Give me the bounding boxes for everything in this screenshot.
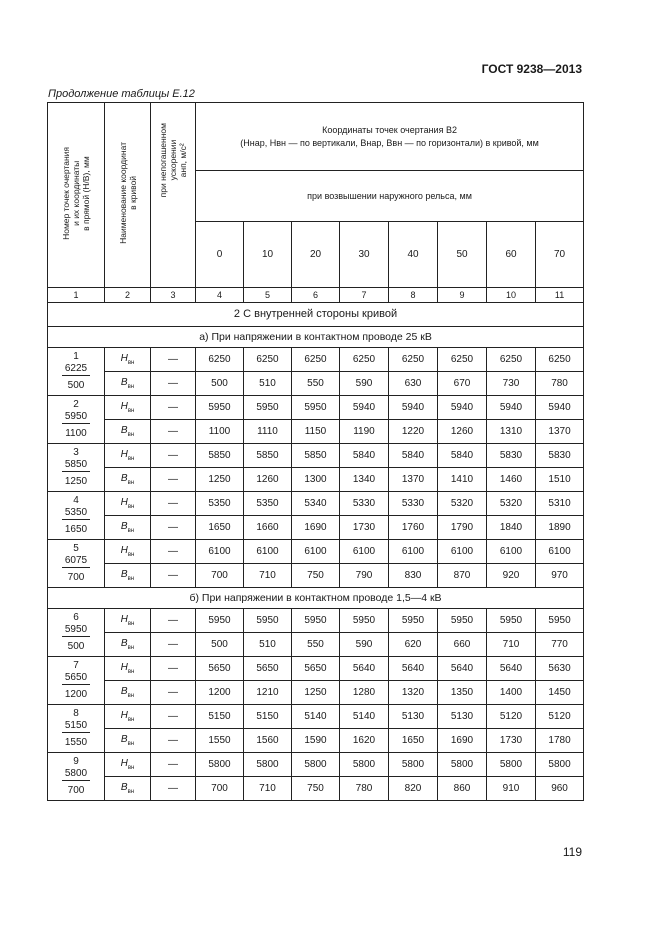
- value-cell: 710: [244, 776, 292, 800]
- value-cell: 5950: [292, 608, 340, 632]
- value-cell: 1280: [340, 680, 389, 704]
- acceleration-cell: —: [151, 443, 196, 467]
- table-continuation-caption: Продолжение таблицы Е.12: [48, 88, 195, 100]
- value-cell: 550: [292, 371, 340, 395]
- value-cell: 1200: [196, 680, 244, 704]
- coordinate-name: $B_{вн}$: [105, 563, 151, 587]
- value-cell: 700: [196, 776, 244, 800]
- value-cell: 1590: [292, 728, 340, 752]
- value-cell: 1340: [340, 467, 389, 491]
- coordinate-name: $B_{вн}$: [105, 680, 151, 704]
- value-cell: 910: [487, 776, 536, 800]
- group-title: б) При напряжении в контактном проводе 1,5—4 кВ: [48, 587, 584, 608]
- coordinate-name: $H_{вн}$: [105, 539, 151, 563]
- value-cell: 770: [536, 632, 584, 656]
- value-cell: 5640: [487, 656, 536, 680]
- value-cell: 5140: [340, 704, 389, 728]
- coordinate-name: $B_{вн}$: [105, 776, 151, 800]
- value-cell: 5950: [196, 395, 244, 419]
- coordinate-name: $B_{вн}$: [105, 515, 151, 539]
- value-cell: 6250: [244, 347, 292, 371]
- value-cell: 5950: [292, 395, 340, 419]
- coordinate-name: $B_{вн}$: [105, 728, 151, 752]
- value-cell: 5350: [244, 491, 292, 515]
- value-cell: 5130: [389, 704, 438, 728]
- value-cell: 510: [244, 632, 292, 656]
- value-cell: 1690: [438, 728, 487, 752]
- coordinate-name: $H_{вн}$: [105, 704, 151, 728]
- value-cell: 5830: [536, 443, 584, 467]
- value-cell: 6250: [487, 347, 536, 371]
- value-cell: 1190: [340, 419, 389, 443]
- value-cell: 5940: [487, 395, 536, 419]
- table-row: [48, 419, 584, 443]
- value-cell: 5310: [536, 491, 584, 515]
- table-row: [48, 608, 584, 632]
- table-row: [48, 632, 584, 656]
- value-cell: 1300: [292, 467, 340, 491]
- value-cell: 5340: [292, 491, 340, 515]
- value-cell: 700: [196, 563, 244, 587]
- coordinate-name: $B_{вн}$: [105, 371, 151, 395]
- point-number-cell: 4 $\frac{5350}{1650}$: [48, 491, 105, 539]
- column-number: 1: [48, 287, 105, 302]
- value-cell: 5120: [487, 704, 536, 728]
- coordinate-name: $H_{вн}$: [105, 656, 151, 680]
- value-cell: 5140: [292, 704, 340, 728]
- value-cell: 5950: [438, 608, 487, 632]
- acceleration-cell: —: [151, 515, 196, 539]
- value-cell: 1450: [536, 680, 584, 704]
- value-cell: 5800: [292, 752, 340, 776]
- value-cell: 730: [487, 371, 536, 395]
- value-cell: 1650: [389, 728, 438, 752]
- value-cell: 5950: [196, 608, 244, 632]
- table-row: [48, 467, 584, 491]
- coordinate-name: $B_{вн}$: [105, 419, 151, 443]
- value-cell: 750: [292, 776, 340, 800]
- value-cell: 550: [292, 632, 340, 656]
- table-row: [48, 515, 584, 539]
- value-cell: 6250: [196, 347, 244, 371]
- table-row: [48, 680, 584, 704]
- acceleration-cell: —: [151, 752, 196, 776]
- value-cell: 6100: [438, 539, 487, 563]
- value-cell: 1100: [196, 419, 244, 443]
- value-cell: 5800: [536, 752, 584, 776]
- value-cell: 710: [244, 563, 292, 587]
- value-cell: 660: [438, 632, 487, 656]
- value-cell: 670: [438, 371, 487, 395]
- coordinate-name: $H_{вн}$: [105, 752, 151, 776]
- value-cell: 5320: [487, 491, 536, 515]
- column-number: 4: [196, 287, 244, 302]
- value-cell: 750: [292, 563, 340, 587]
- value-cell: 5940: [438, 395, 487, 419]
- column-number: 7: [340, 287, 389, 302]
- value-cell: 6250: [438, 347, 487, 371]
- value-cell: 5120: [536, 704, 584, 728]
- elevation-header-cell: 40: [389, 221, 438, 287]
- acceleration-cell: —: [151, 371, 196, 395]
- value-cell: 5640: [340, 656, 389, 680]
- value-cell: 5650: [196, 656, 244, 680]
- value-cell: 1690: [292, 515, 340, 539]
- value-cell: 1650: [196, 515, 244, 539]
- value-cell: 5800: [244, 752, 292, 776]
- value-cell: 5350: [196, 491, 244, 515]
- table-row: [48, 539, 584, 563]
- value-cell: 1790: [438, 515, 487, 539]
- column-number: 6: [292, 287, 340, 302]
- document-code: ГОСТ 9238—2013: [481, 62, 582, 76]
- value-cell: 1400: [487, 680, 536, 704]
- acceleration-cell: —: [151, 491, 196, 515]
- acceleration-cell: —: [151, 656, 196, 680]
- value-cell: 1760: [389, 515, 438, 539]
- value-cell: 6250: [389, 347, 438, 371]
- value-cell: 5640: [438, 656, 487, 680]
- value-cell: 820: [389, 776, 438, 800]
- value-cell: 5630: [536, 656, 584, 680]
- value-cell: 590: [340, 371, 389, 395]
- header-coordinates: Координаты точек очертания В2 (Hнар, Hвн — по вертикали, Bнар, Bвн — по горизонтали) в кривой, мм: [196, 103, 584, 171]
- value-cell: 6100: [244, 539, 292, 563]
- value-cell: 5840: [389, 443, 438, 467]
- value-cell: 5800: [438, 752, 487, 776]
- point-number-cell: 9 $\frac{5800}{700}$: [48, 752, 105, 800]
- value-cell: 5650: [244, 656, 292, 680]
- value-cell: 5840: [438, 443, 487, 467]
- acceleration-cell: —: [151, 347, 196, 371]
- value-cell: 1780: [536, 728, 584, 752]
- table-row: [48, 704, 584, 728]
- point-number-cell: 3 $\frac{5850}{1250}$: [48, 443, 105, 491]
- table-row: [48, 395, 584, 419]
- value-cell: 1730: [340, 515, 389, 539]
- value-cell: 5840: [340, 443, 389, 467]
- value-cell: 780: [536, 371, 584, 395]
- elevation-header-cell: 0: [196, 221, 244, 287]
- value-cell: 780: [340, 776, 389, 800]
- value-cell: 1220: [389, 419, 438, 443]
- coordinate-name: $H_{вн}$: [105, 395, 151, 419]
- table-row: [48, 656, 584, 680]
- value-cell: 5150: [196, 704, 244, 728]
- elevation-header-cell: 10: [244, 221, 292, 287]
- elevation-header-cell: 30: [340, 221, 389, 287]
- value-cell: 960: [536, 776, 584, 800]
- value-cell: 1730: [487, 728, 536, 752]
- table-row: [48, 491, 584, 515]
- value-cell: 5800: [340, 752, 389, 776]
- value-cell: 5950: [244, 395, 292, 419]
- value-cell: 1250: [292, 680, 340, 704]
- value-cell: 860: [438, 776, 487, 800]
- value-cell: 920: [487, 563, 536, 587]
- value-cell: 5850: [292, 443, 340, 467]
- value-cell: 5800: [487, 752, 536, 776]
- value-cell: 6250: [536, 347, 584, 371]
- value-cell: 6100: [340, 539, 389, 563]
- value-cell: 5150: [244, 704, 292, 728]
- value-cell: 500: [196, 371, 244, 395]
- elevation-header-cell: 70: [536, 221, 584, 287]
- table-row: [48, 371, 584, 395]
- acceleration-cell: —: [151, 467, 196, 491]
- value-cell: 1150: [292, 419, 340, 443]
- point-number-cell: 8 $\frac{5150}{1550}$: [48, 704, 105, 752]
- value-cell: 870: [438, 563, 487, 587]
- value-cell: 5950: [244, 608, 292, 632]
- value-cell: 5940: [389, 395, 438, 419]
- coordinate-name: $H_{вн}$: [105, 347, 151, 371]
- coordinate-name: $H_{вн}$: [105, 491, 151, 515]
- value-cell: 5950: [487, 608, 536, 632]
- table-row: [48, 752, 584, 776]
- value-cell: 1560: [244, 728, 292, 752]
- value-cell: 1110: [244, 419, 292, 443]
- value-cell: 6100: [536, 539, 584, 563]
- value-cell: 5940: [536, 395, 584, 419]
- value-cell: 5950: [340, 608, 389, 632]
- acceleration-cell: —: [151, 704, 196, 728]
- value-cell: 500: [196, 632, 244, 656]
- coordinate-name: $B_{вн}$: [105, 632, 151, 656]
- header-elevation: при возвышении наружного рельса, мм: [196, 171, 584, 221]
- column-number: 2: [105, 287, 151, 302]
- table-row: [48, 563, 584, 587]
- value-cell: 1210: [244, 680, 292, 704]
- value-cell: 710: [487, 632, 536, 656]
- value-cell: 1310: [487, 419, 536, 443]
- table-row: [48, 728, 584, 752]
- point-number-cell: 2 $\frac{5950}{1100}$: [48, 395, 105, 443]
- value-cell: 5640: [389, 656, 438, 680]
- value-cell: 1370: [389, 467, 438, 491]
- value-cell: 830: [389, 563, 438, 587]
- value-cell: 1370: [536, 419, 584, 443]
- value-cell: 1350: [438, 680, 487, 704]
- acceleration-cell: —: [151, 419, 196, 443]
- acceleration-cell: —: [151, 563, 196, 587]
- value-cell: 5850: [196, 443, 244, 467]
- value-cell: 1460: [487, 467, 536, 491]
- coordinate-name: $H_{вн}$: [105, 608, 151, 632]
- value-cell: 6100: [196, 539, 244, 563]
- group-title: а) При напряжении в контактном проводе 25 кВ: [48, 326, 584, 347]
- value-cell: 1260: [244, 467, 292, 491]
- value-cell: 5950: [389, 608, 438, 632]
- value-cell: 790: [340, 563, 389, 587]
- value-cell: 1890: [536, 515, 584, 539]
- elevation-header-cell: 20: [292, 221, 340, 287]
- table-row: [48, 443, 584, 467]
- value-cell: 5330: [389, 491, 438, 515]
- table-row: [48, 776, 584, 800]
- column-number: 11: [536, 287, 584, 302]
- value-cell: 5130: [438, 704, 487, 728]
- value-cell: 6250: [340, 347, 389, 371]
- value-cell: 620: [389, 632, 438, 656]
- value-cell: 6100: [389, 539, 438, 563]
- acceleration-cell: —: [151, 680, 196, 704]
- header-acceleration: при непогашенном ускорении aнп, м/с²: [151, 103, 196, 222]
- acceleration-cell: —: [151, 632, 196, 656]
- value-cell: 1550: [196, 728, 244, 752]
- coordinate-name: $B_{вн}$: [105, 467, 151, 491]
- coordinate-name: $H_{вн}$: [105, 443, 151, 467]
- value-cell: 970: [536, 563, 584, 587]
- point-number-cell: 5 $\frac{6075}{700}$: [48, 539, 105, 587]
- value-cell: 1410: [438, 467, 487, 491]
- value-cell: 510: [244, 371, 292, 395]
- value-cell: 5950: [536, 608, 584, 632]
- column-number: 8: [389, 287, 438, 302]
- elevation-header-cell: 50: [438, 221, 487, 287]
- value-cell: 5330: [340, 491, 389, 515]
- column-number: 9: [438, 287, 487, 302]
- value-cell: 5320: [438, 491, 487, 515]
- value-cell: 6100: [292, 539, 340, 563]
- point-number-cell: 6 $\frac{5950}{500}$: [48, 608, 105, 656]
- column-number: 3: [151, 287, 196, 302]
- value-cell: 5800: [196, 752, 244, 776]
- value-cell: 1250: [196, 467, 244, 491]
- column-number: 5: [244, 287, 292, 302]
- coordinates-table: [47, 102, 584, 801]
- header-acceleration-cont: [151, 221, 196, 287]
- value-cell: 590: [340, 632, 389, 656]
- header-point-number: Номер точек очертания и их координаты в прямой (H/B), мм: [48, 103, 105, 288]
- acceleration-cell: —: [151, 539, 196, 563]
- column-number: 10: [487, 287, 536, 302]
- value-cell: 5800: [389, 752, 438, 776]
- section-title: 2 С внутренней стороны кривой: [48, 302, 584, 326]
- value-cell: 1510: [536, 467, 584, 491]
- value-cell: 1660: [244, 515, 292, 539]
- point-number-cell: 1 $\frac{6225}{500}$: [48, 347, 105, 395]
- acceleration-cell: —: [151, 608, 196, 632]
- value-cell: 6250: [292, 347, 340, 371]
- elevation-header-cell: 60: [487, 221, 536, 287]
- header-coordinate-name: Наименование координат в кривой: [105, 103, 151, 288]
- value-cell: 5940: [340, 395, 389, 419]
- table-row: [48, 347, 584, 371]
- value-cell: 6100: [487, 539, 536, 563]
- value-cell: 5850: [244, 443, 292, 467]
- acceleration-cell: —: [151, 395, 196, 419]
- acceleration-cell: —: [151, 776, 196, 800]
- value-cell: 5650: [292, 656, 340, 680]
- value-cell: 1320: [389, 680, 438, 704]
- value-cell: 630: [389, 371, 438, 395]
- value-cell: 1840: [487, 515, 536, 539]
- point-number-cell: 7 $\frac{5650}{1200}$: [48, 656, 105, 704]
- value-cell: 1620: [340, 728, 389, 752]
- value-cell: 5830: [487, 443, 536, 467]
- acceleration-cell: —: [151, 728, 196, 752]
- value-cell: 1260: [438, 419, 487, 443]
- page-number: 119: [562, 845, 582, 859]
